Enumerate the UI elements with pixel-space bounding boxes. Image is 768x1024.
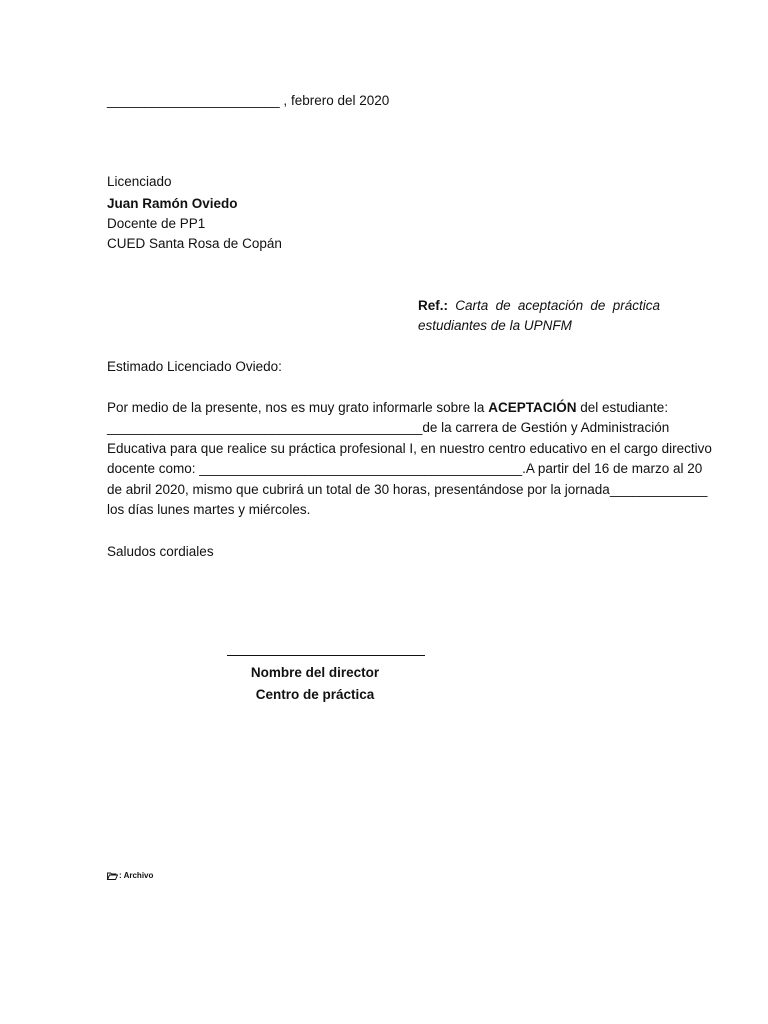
body-line-4: docente como: ___________________________________________.A partir del 16 de marzo al 20 bbox=[107, 461, 703, 476]
signature-name: Nombre del director bbox=[250, 665, 380, 680]
body-text: Por medio de la presente, nos es muy grato informarle sobre la bbox=[107, 400, 485, 415]
body-line-2: __________________________________________de la carrera de Gestión y Administración bbox=[107, 420, 670, 435]
body-line-5: de abril 2020, mismo que cubrirá un total de 30 horas, presentándose por la jornada_____________ bbox=[107, 482, 708, 497]
recipient-title: Licenciado bbox=[107, 174, 172, 189]
footer-archive bbox=[107, 866, 153, 886]
greeting: Estimado Licenciado Oviedo: bbox=[107, 359, 282, 374]
recipient-institution: CUED Santa Rosa de Copán bbox=[107, 236, 282, 251]
reference-subject: Carta de aceptación de práctica bbox=[455, 298, 660, 313]
date-line: _______________________ , febrero del 2020 bbox=[107, 93, 390, 108]
closing: Saludos cordiales bbox=[107, 544, 214, 559]
signature-line bbox=[227, 655, 425, 656]
signature-place: Centro de práctica bbox=[255, 687, 375, 702]
reference-label: Ref.: bbox=[418, 298, 448, 313]
body-text: del estudiante: bbox=[580, 400, 669, 415]
folder-icon bbox=[107, 872, 118, 880]
footer-label: : Archivo bbox=[119, 871, 154, 880]
body-line-1 bbox=[107, 398, 669, 418]
body-line-3: Educativa para que realice su práctica profesional I, en nuestro centro educativo en el cargo directivo bbox=[107, 441, 712, 456]
reference-block bbox=[418, 296, 660, 336]
reference-line-2: estudiantes de la UPNFM bbox=[418, 318, 572, 333]
reference-line-1 bbox=[418, 296, 660, 316]
recipient-role: Docente de PP1 bbox=[107, 216, 206, 231]
body-line-6: los días lunes martes y miércoles. bbox=[107, 502, 311, 517]
recipient-name: Juan Ramón Oviedo bbox=[107, 196, 238, 211]
acceptance-keyword: ACEPTACIÓN bbox=[488, 400, 577, 415]
